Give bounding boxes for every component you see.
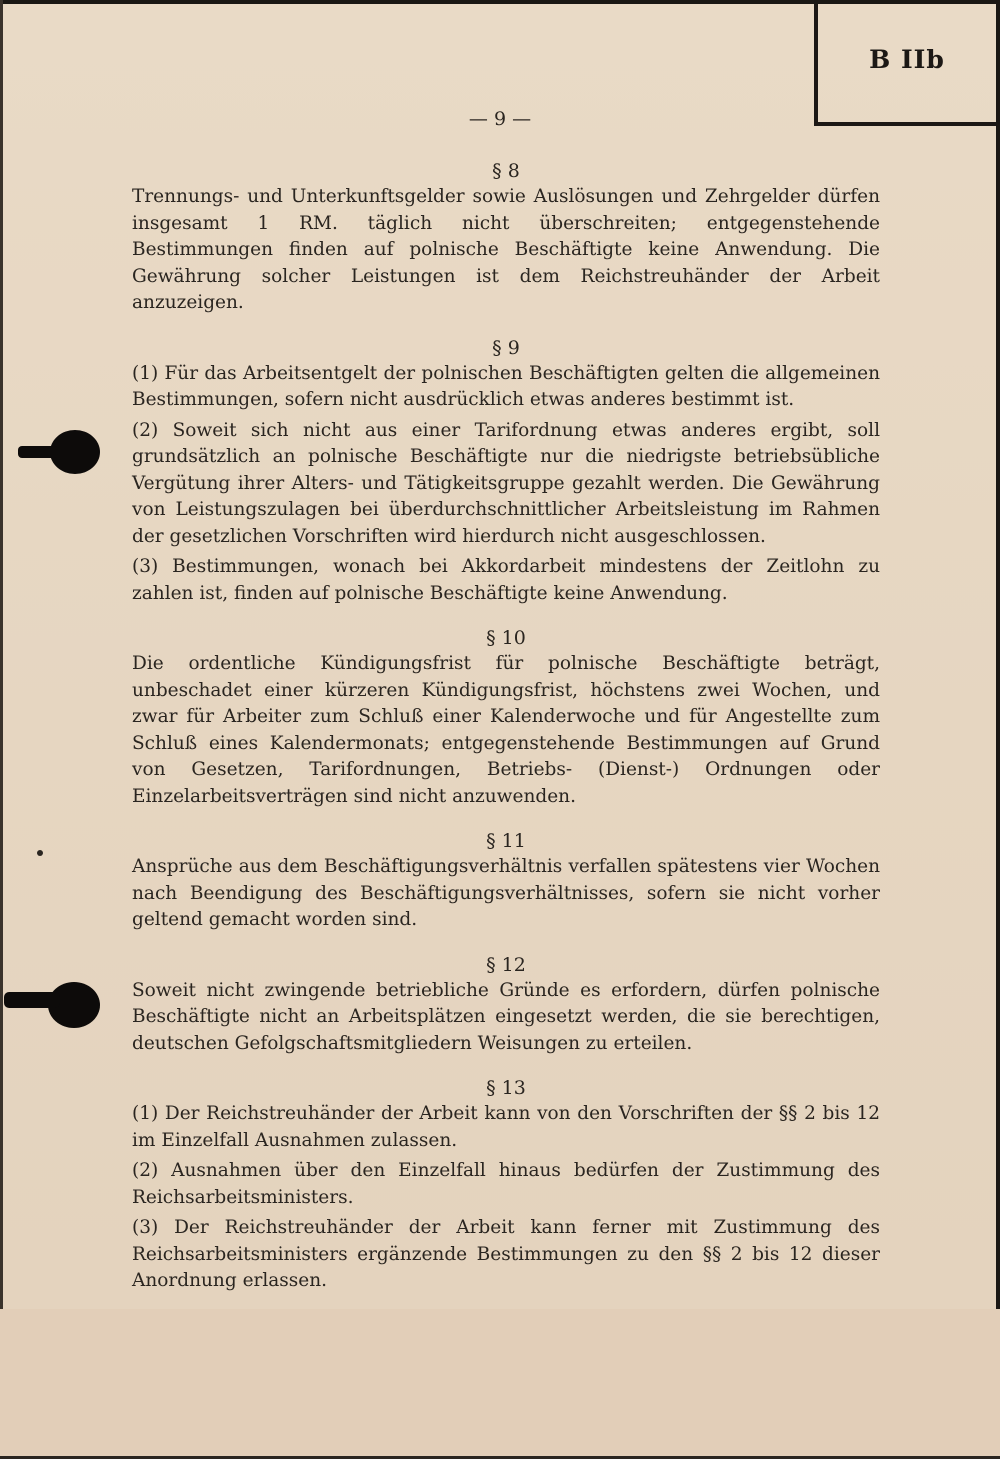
section-paragraph: (1) Für das Arbeitsentgelt der polnischen Beschäftigten gelten die allgemeinen Bestimmungen, sofern nicht ausdrücklich etwas anderes bestimmt ist. <box>132 362 880 410</box>
section-heading: § 8 <box>492 160 520 182</box>
document-body <box>132 158 880 1295</box>
bottom-paper-shade <box>0 1309 1000 1459</box>
section-heading: § 11 <box>486 830 526 852</box>
section-paragraph: Die ordentliche Kündigungsfrist für polnische Beschäftigte beträgt, unbeschadet einer kürzeren Kündigungsfrist, höchstens zwei Wochen, und zwar für Arbeiter zum Schluß einer Kalenderwoche und für Angestellte zum Schluß eines Kalendermonats; entgegenstehende Bestimmungen auf Grund von Gesetzen, Tarifordnungen, Betriebs- (Dienst-) Ordnungen oder Einzelarbeitsverträgen sind nicht anzuwenden. <box>132 653 880 807</box>
section-paragraph: Trennungs- und Unterkunftsgelder sowie Auslösungen und Zehrgelder dürfen insgesamt 1 RM. täglich nicht überschreiten; entgegenstehende Bestimmungen finden auf polnische Beschäftigte keine Anwendung. Die Gewährung solcher Leistungen ist dem Reichstreuhänder der Arbeit anzuzeigen. <box>132 186 880 313</box>
section-paragraph: Soweit nicht zwingende betriebliche Gründe es erfordern, dürfen polnische Beschäftigte nicht an Arbeitsplätzen eingesetzt werden, die sie berechtigen, deutschen Gefolgschaftsmitgliedern Weisungen zu erteilen. <box>132 979 880 1054</box>
section-paragraph: Ansprüche aus dem Beschäftigungsverhältnis verfallen spätestens vier Wochen nach Beendigung des Beschäftigungsverhältnisses, sofern sie nicht vorher geltend gemacht worden sind. <box>132 856 880 930</box>
left-border <box>0 0 3 1459</box>
section-12 <box>132 952 880 1058</box>
section-9 <box>132 335 880 608</box>
section-heading: § 10 <box>486 627 526 649</box>
section-paragraph: (2) Ausnahmen über den Einzelfall hinaus bedürfen der Zustimmung des Reichsarbeitsministers. <box>132 1160 880 1208</box>
section-10 <box>132 625 880 810</box>
punch-hole-tear-icon <box>4 992 60 1008</box>
section-paragraph: (3) Bestimmungen, wonach bei Akkordarbeit mindestens der Zeitlohn zu zahlen ist, finden auf polnische Beschäftigte keine Anwendung. <box>132 556 880 604</box>
section-paragraph: (2) Soweit sich nicht aus einer Tarifordnung etwas anderes ergibt, soll grundsätzlich an polnische Beschäftigte nur die niedrigste betriebsübliche Vergütung ihrer Alters- und Tätigkeitsgruppe gezahlt werden. Die Gewährung von Leistungszulagen bei überdurchschnittlicher Arbeitsleistung im Rahmen der gesetzlichen Vorschriften wird hierdurch nicht ausgeschlossen. <box>132 419 880 547</box>
right-border <box>996 0 1000 1459</box>
section-heading: § 12 <box>486 953 526 976</box>
section-heading: § 9 <box>492 336 520 359</box>
punch-hole-tear-icon <box>18 446 58 458</box>
page-number: — 9 — <box>468 108 532 130</box>
section-paragraph: (1) Der Reichstreuhänder der Arbeit kann von den Vorschriften der §§ 2 bis 12 im Einzelfall Ausnahmen zulassen. <box>132 1103 880 1151</box>
section-heading: § 13 <box>486 1077 526 1099</box>
section-8 <box>132 158 880 317</box>
section-paragraph: (3) Der Reichstreuhänder der Arbeit kann ferner mit Zustimmung des Reichsarbeitsministers ergänzende Bestimmungen zu den §§ 2 bis 12 dieser Anordnung erlassen. <box>132 1217 880 1291</box>
section-11 <box>132 828 880 934</box>
ink-dot-icon <box>37 850 43 856</box>
classification-label: B IIb <box>869 44 945 74</box>
section-13 <box>132 1075 880 1295</box>
